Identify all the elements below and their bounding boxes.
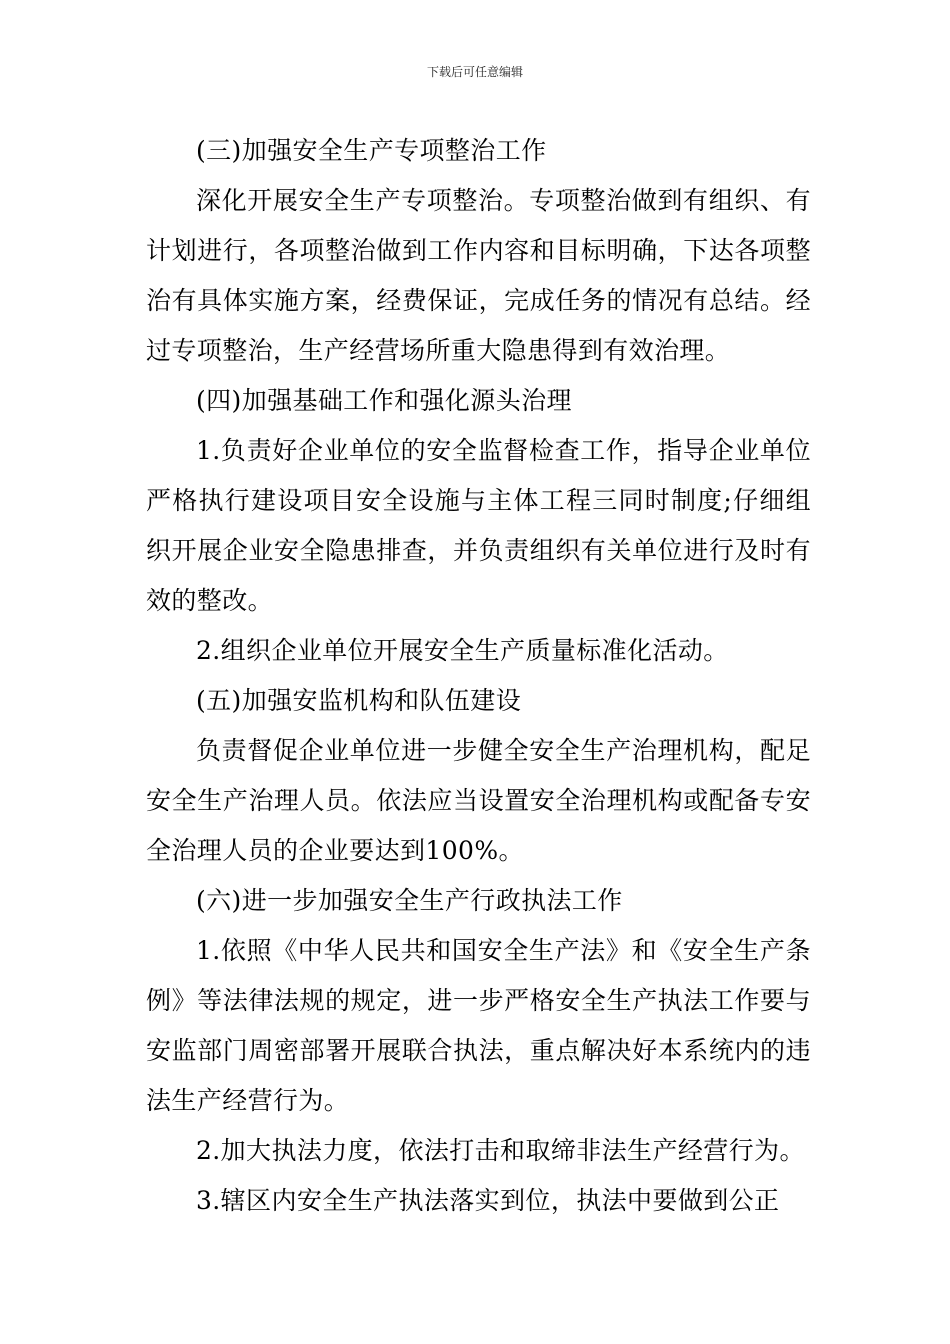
list-item: 2.组织企业单位开展安全生产质量标准化活动。 xyxy=(196,636,729,665)
section-heading-6: (六)进一步加强安全生产行政执法工作 xyxy=(196,886,623,915)
list-item: 2.加大执法力度，依法打击和取缔非法生产经营行为。 xyxy=(196,1136,805,1165)
paragraph: 深化开展安全生产专项整治。专项整治做到有组织、有计划进行，各项整治做到工作内容和目标明确，下达各项整治有具体实施方案，经费保证，完成任务的情况有总结。经过专项整治，生产经营场所重大隐患得到有效治理。 xyxy=(146,186,811,365)
page-header: 下载后可任意编辑 xyxy=(426,65,523,79)
section-heading-3: (三)加强安全生产专项整治工作 xyxy=(196,136,547,165)
document-body xyxy=(146,126,811,1226)
list-item: 1.负责好企业单位的安全监督检查工作，指导企业单位严格执行建设项目安全设施与主体工程三同时制度;仔细组织开展企业安全隐患排查，并负责组织有关单位进行及时有效的整改。 xyxy=(146,436,811,615)
section-heading-5: (五)加强安监机构和队伍建设 xyxy=(196,686,522,715)
section-heading-4: (四)加强基础工作和强化源头治理 xyxy=(196,386,572,415)
list-item: 3.辖区内安全生产执法落实到位，执法中要做到公正 xyxy=(196,1186,780,1215)
paragraph: 负责督促企业单位进一步健全安全生产治理机构，配足安全生产治理人员。依法应当设置安全治理机构或配备专安全治理人员的企业要达到100%。 xyxy=(146,736,811,865)
list-item: 1.依照《中华人民共和国安全生产法》和《安全生产条例》等法律法规的规定，进一步严格安全生产执法工作要与安监部门周密部署开展联合执法，重点解决好本系统内的违法生产经营行为。 xyxy=(146,936,811,1115)
